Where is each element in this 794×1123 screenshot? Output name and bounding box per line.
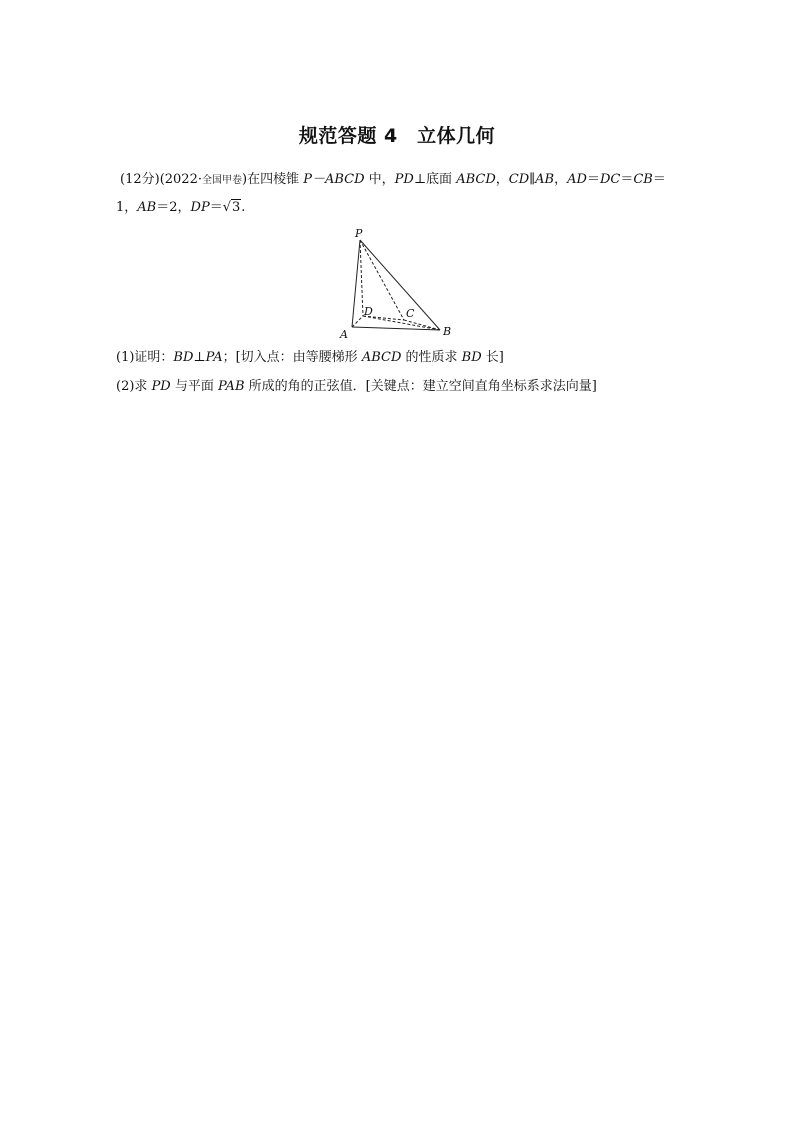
- segment-ab: AB: [137, 200, 157, 215]
- base-abcd: ABCD: [456, 172, 496, 187]
- square-root: √3: [222, 200, 241, 215]
- part-1-prefix: (1)证明：: [116, 350, 174, 365]
- segment-ab: AB: [535, 172, 555, 187]
- segment-dc: DC: [599, 172, 621, 187]
- segment-cb: CB: [633, 172, 653, 187]
- trapezoid-abcd: ABCD: [361, 350, 402, 365]
- hint-text: [关键点：建立空间直角坐标系求法向量]: [365, 379, 597, 394]
- semicolon: ；: [222, 350, 236, 365]
- part-1: [116, 350, 504, 366]
- segment-pa: PA: [205, 350, 223, 365]
- segment-bd: BD: [461, 350, 482, 365]
- equals: ＝: [209, 200, 223, 215]
- plane-pab: PAB: [218, 379, 245, 394]
- text: ，: [554, 172, 568, 187]
- edge-ab: [352, 327, 440, 330]
- source-open: (2022·: [159, 172, 202, 187]
- text: ＝2，: [156, 200, 191, 215]
- page-title: 规范答题 4 立体几何: [298, 125, 496, 147]
- hint-text: 的性质求: [401, 350, 462, 365]
- source-close: ): [241, 172, 248, 187]
- text: 1，: [116, 200, 138, 215]
- period: .: [241, 200, 246, 215]
- vertex-label-c: C: [406, 307, 415, 320]
- equals: ＝: [586, 172, 600, 187]
- edge-ad: [352, 316, 363, 327]
- score: (12分): [120, 172, 160, 187]
- segment-pd: PD: [394, 172, 414, 187]
- vertex-label-a: A: [340, 328, 348, 341]
- vertex-label-p: P: [355, 227, 363, 240]
- part-2-prefix: (2)求: [116, 379, 152, 394]
- segment-cd: CD: [508, 172, 530, 187]
- text: 所成的角的正弦值．: [244, 379, 366, 394]
- hint-text: [切入点：由等腰梯形: [235, 350, 362, 365]
- vertex-label-d: D: [364, 305, 373, 318]
- equals: ＝: [620, 172, 634, 187]
- pyramid-name: P－ABCD: [303, 172, 365, 187]
- hint-text: 长]: [481, 350, 504, 365]
- pyramid-figure: [336, 226, 458, 342]
- segment-pd: PD: [151, 379, 171, 394]
- text: ，: [495, 172, 509, 187]
- perp-symbol: ⊥: [193, 350, 206, 365]
- part-2: [116, 379, 597, 395]
- parallel-symbol: ∥: [529, 172, 536, 187]
- text: 中，: [364, 172, 395, 187]
- segment-ad: AD: [567, 172, 587, 187]
- radicand: 3: [232, 200, 241, 215]
- problem-statement-line-2: [116, 200, 245, 216]
- exam-source: 全国甲卷: [201, 175, 242, 186]
- text: 与平面: [170, 379, 218, 394]
- text: ⊥底面: [413, 172, 457, 187]
- segment-bd: BD: [173, 350, 194, 365]
- vertex-label-b: B: [443, 325, 452, 338]
- text: 在四棱锥: [247, 172, 304, 187]
- segment-dp: DP: [190, 200, 210, 215]
- pyramid-diagram: [336, 226, 458, 342]
- edge-pa: [352, 240, 360, 327]
- edge-pd: [360, 240, 363, 316]
- problem-statement-line-1: [120, 172, 666, 189]
- equals: ＝: [652, 172, 666, 187]
